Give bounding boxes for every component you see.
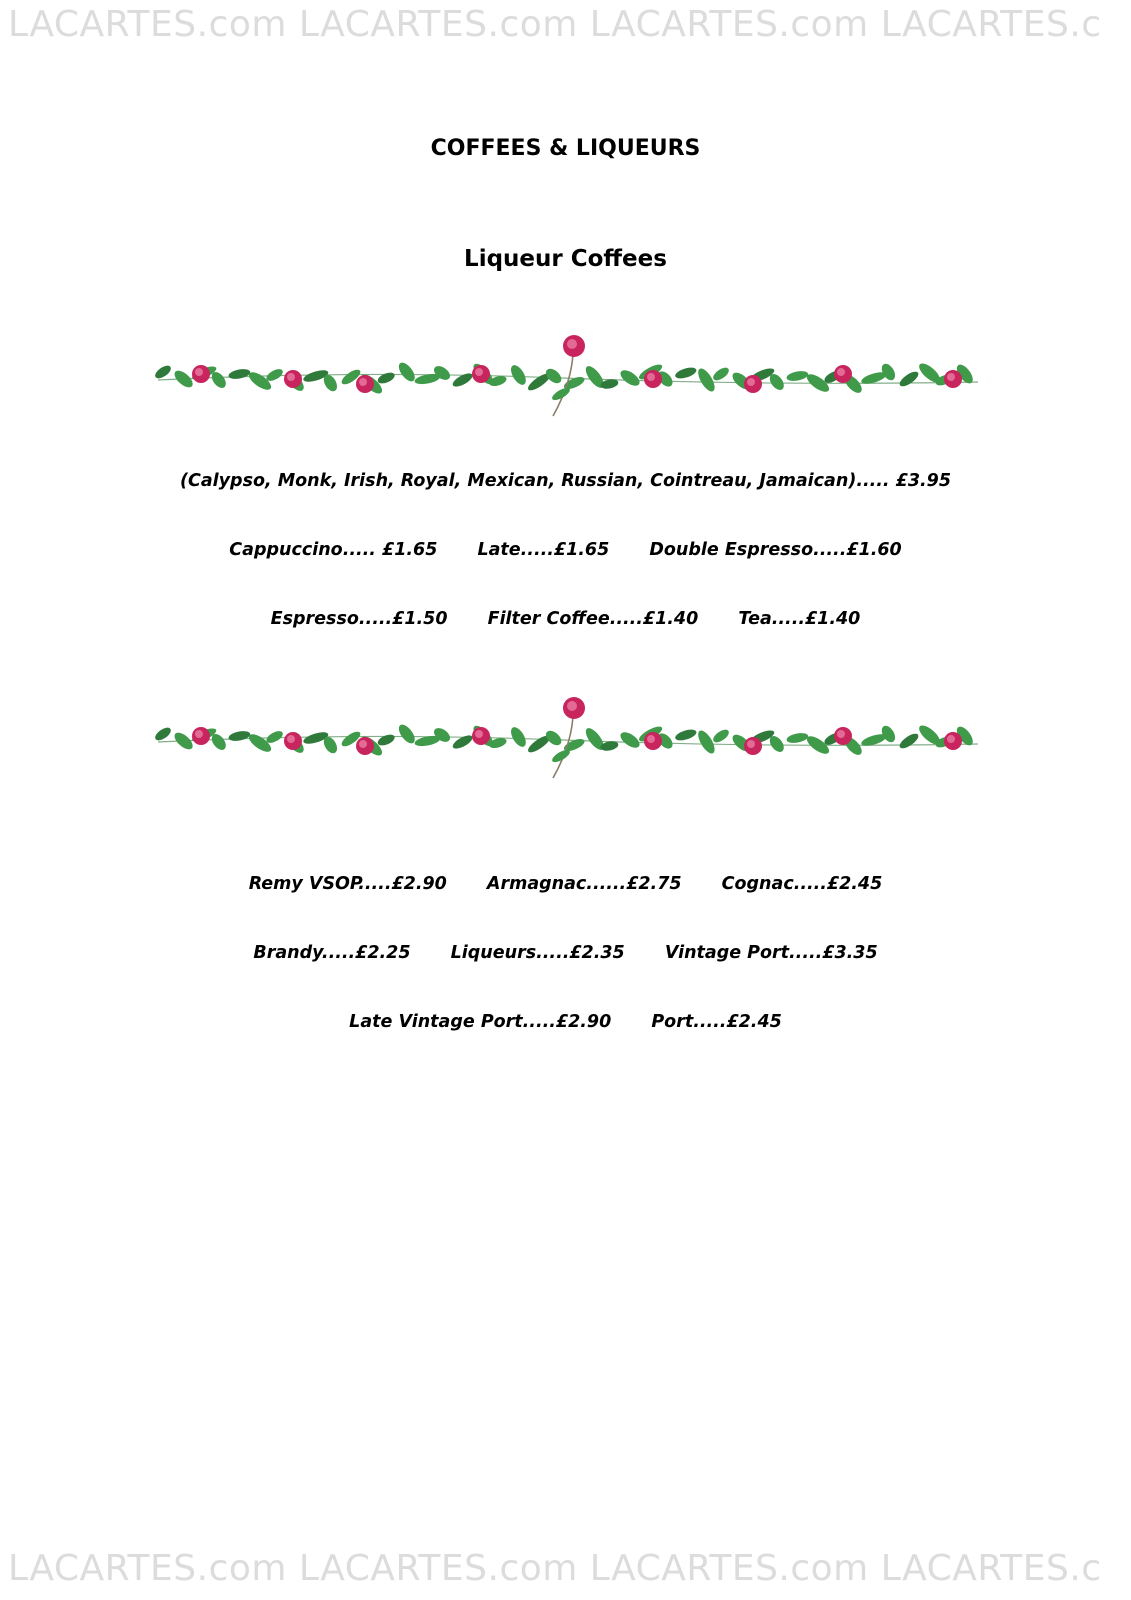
menu-item-brandy: Brandy.....£2.25 bbox=[253, 943, 411, 963]
menu-item-liqueurs: Liqueurs.....£2.35 bbox=[450, 943, 625, 963]
menu-item-armagnac: Armagnac......£2.75 bbox=[486, 874, 682, 894]
menu-item-late-vintage-port: Late Vintage Port.....£2.90 bbox=[349, 1012, 612, 1032]
menu-item-cappuccino: Cappuccino..... £1.65 bbox=[229, 540, 438, 560]
menu-item-tea: Tea.....£1.40 bbox=[738, 609, 861, 629]
menu-item-cognac: Cognac.....£2.45 bbox=[721, 874, 883, 894]
coffee-row-1 bbox=[0, 540, 1131, 560]
menu-item-remy-vsop: Remy VSOP.....£2.90 bbox=[248, 874, 447, 894]
menu-item-late: Late.....£1.65 bbox=[477, 540, 610, 560]
watermark-top: LACARTES.com LACARTES.com LACARTES.com LACARTES.c bbox=[8, 4, 1102, 45]
menu-title: COFFEES & LIQUEURS bbox=[430, 136, 701, 161]
rose-garland-icon bbox=[153, 334, 983, 424]
coffee-row-2 bbox=[0, 609, 1131, 629]
liqueur-row-1 bbox=[0, 874, 1131, 894]
watermark-bottom: LACARTES.com LACARTES.com LACARTES.com LACARTES.c bbox=[8, 1548, 1102, 1589]
liqueur-row-2 bbox=[0, 943, 1131, 963]
liqueur-coffee-line bbox=[0, 471, 1131, 491]
section-title-liqueur-coffees: Liqueur Coffees bbox=[464, 246, 667, 272]
menu-item-vintage-port: Vintage Port.....£3.35 bbox=[664, 943, 878, 963]
liqueur-row-3 bbox=[0, 1012, 1131, 1032]
menu-item-double-espresso: Double Espresso.....£1.60 bbox=[649, 540, 902, 560]
menu-item-port: Port.....£2.45 bbox=[651, 1012, 782, 1032]
menu-item-filter-coffee: Filter Coffee.....£1.40 bbox=[487, 609, 699, 629]
menu-item: (Calypso, Monk, Irish, Royal, Mexican, Russian, Cointreau, Jamaican)..... £3.95 bbox=[179, 471, 952, 491]
rose-garland-icon bbox=[153, 696, 983, 786]
menu-item-espresso: Espresso.....£1.50 bbox=[270, 609, 448, 629]
